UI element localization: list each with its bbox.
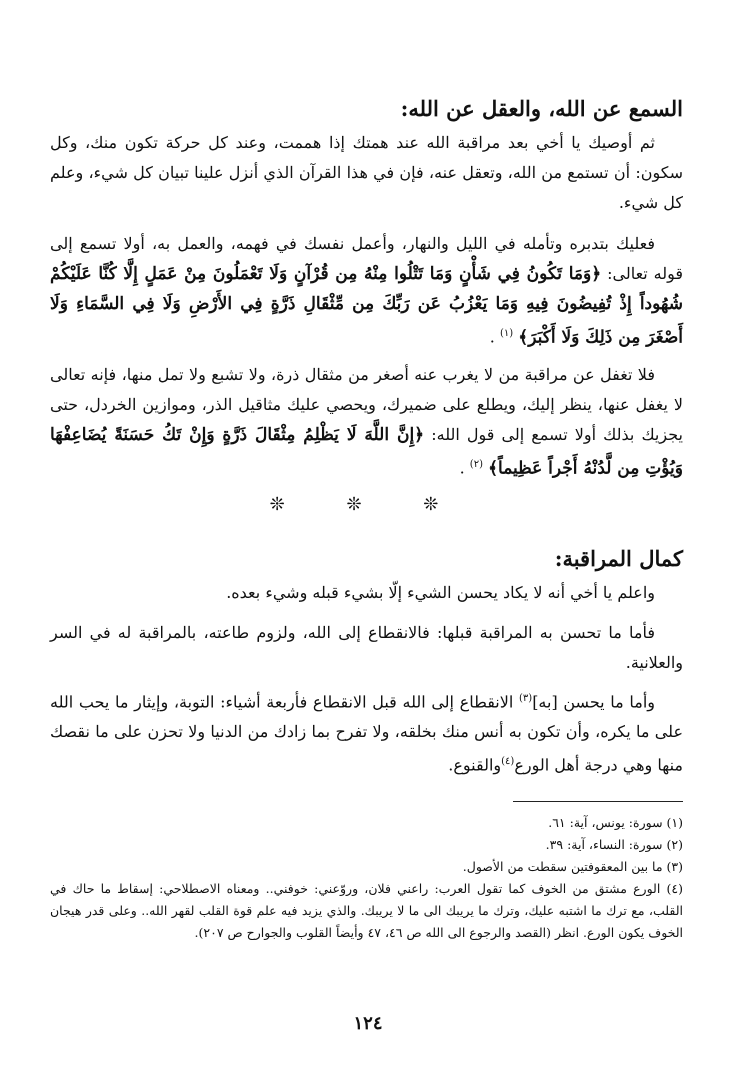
footnote-4: (٤) الورع مشتق من الخوف كما تقول العرب: راعني فلان، وروّعني: خوفني.. ومعناه الاصطلاحي: إسقاط ما حاك في القلب، مع ترك ما اشتبه عليك، وترك ما يريبك الى ما لا يريبك. والذي يزيد فيه علم قوة القلب لقهر الله.. وعلى قدر هيجان الخوف يكون الورع. انظر (القصد والرجوع الى الله ص ٤٦، ٤٧ وأيضاً القلوب والجوارح ص ٢٠٧). xyxy=(50,881,683,940)
paragraph-reflection-intro: فعليك بتدبره وتأمله في الليل والنهار، وأعمل نفسك في فهمه، والعمل به، أولا تسمع إلى قوله تعالى: xyxy=(50,234,683,283)
section-title-perfection: كمال المراقبة: xyxy=(554,546,683,571)
footnote-2: (٢) سورة: النساء، آية: ٣٩. xyxy=(545,837,683,852)
paragraph-vigilance-end: . xyxy=(459,458,465,478)
footnote-divider xyxy=(513,801,683,802)
quran-verse-nisa: ﴿إِنَّ اللَّهَ لَا يَظْلِمُ مِثْقَالَ ذَرَّةٍ وَإِنْ تَكُ حَسَنَةً يُضَاعِفْهَا وَيُؤْتِ مِن لَّدُنْهُ أَجْراً عَظِيماً﴾ xyxy=(50,425,683,479)
paragraph-four-things-b: الانقطاع إلى الله قبل الانقطاع فأربعة أشياء: التوبة، وإيثار ما يحب الله على ما يكره، وأن تكون به أنس منك بخلقه، ولا تفرح بما زادك من الدنيا ولا تحزن على ما نقصك منها وهي درجة أهل الورع xyxy=(50,692,683,775)
footnote-ref-2[interactable]: (٢) xyxy=(469,459,483,470)
paragraph-vigilance-text: فلا تغفل عن مراقبة من لا يغرب عنه أصغر من مثقال ذرة، ولا تشبع ولا تمل منها، فإنه تعالى لا يغفل عنها، ينظر إليك، ويطلع على ضميرك، ويحصي عليك مثاقيل الذر، وموازين الخردل، حتى يجزيك بذلك أولا تسمع إلى قول الله: xyxy=(50,365,683,444)
page-number: ١٢٤ xyxy=(353,1013,383,1034)
footnotes xyxy=(50,812,683,944)
paragraph-four-things-a: وأما ما يحسن [به] xyxy=(532,692,655,712)
paragraph-four-things-c: والقنوع. xyxy=(448,755,502,775)
paragraph-reflection xyxy=(50,229,683,352)
quran-verse-yunus: ﴿وَمَا تَكُونُ فِي شَأْنٍ وَمَا تَتْلُوا مِنْهُ مِن قُرْآنٍ وَلَا تَعْمَلُونَ مِنْ عَمَلٍ إِلَّا كُنَّا عَلَيْكُمْ شُهُوداً إِذْ تُفِيضُونَ فِيهِ وَمَا يَعْزُبُ عَن رَبِّكَ مِن مِّثْقَالِ ذَرَّةٍ فِي الأَرْضِ وَلَا فِي السَّمَاءِ وَلَا أَصْغَرَ مِن ذَلِكَ وَلَا أَكْبَرَ﴾ xyxy=(50,264,683,348)
footnote-ref-1[interactable]: (١) xyxy=(499,328,514,339)
paragraph-four-things xyxy=(50,684,683,781)
footnote-3: (٣) ما بين المعقوفتين سقطت من الأصول. xyxy=(462,859,683,874)
footnote-ref-4[interactable]: (٤) xyxy=(501,756,515,768)
section-title-listening: السمع عن الله، والعقل عن الله: xyxy=(400,96,683,121)
paragraph-vigilance xyxy=(50,360,683,483)
paragraph-before-vigilance: فأما ما تحسن به المراقبة قبلها: فالانقطاع إلى الله، ولزوم طاعته، بالمراقبة له في السر والعلانية. xyxy=(50,623,683,672)
paragraph-know: واعلم يا أخي أنه لا يكاد يحسن الشيء إلّا بشيء قبله وشيء بعده. xyxy=(226,583,655,602)
footnote-ref-3[interactable]: (٣) xyxy=(519,693,533,704)
section-separator: ❊ ❊ ❊ xyxy=(269,494,467,515)
footnote-1: (١) سورة: يونس، آية: ٦١. xyxy=(548,815,683,830)
paragraph-advice: ثم أوصيك يا أخي بعد مراقبة الله عند همتك إذا هممت، وعند كل حركة تكون منك، وكل سكون: أن تستمع من الله، وتعقل عنه، فإن في هذا القرآن الذي أنزل علينا تبيان كل شيء، وعلم كل شيء. xyxy=(50,133,683,212)
paragraph-reflection-end: . xyxy=(489,327,495,347)
